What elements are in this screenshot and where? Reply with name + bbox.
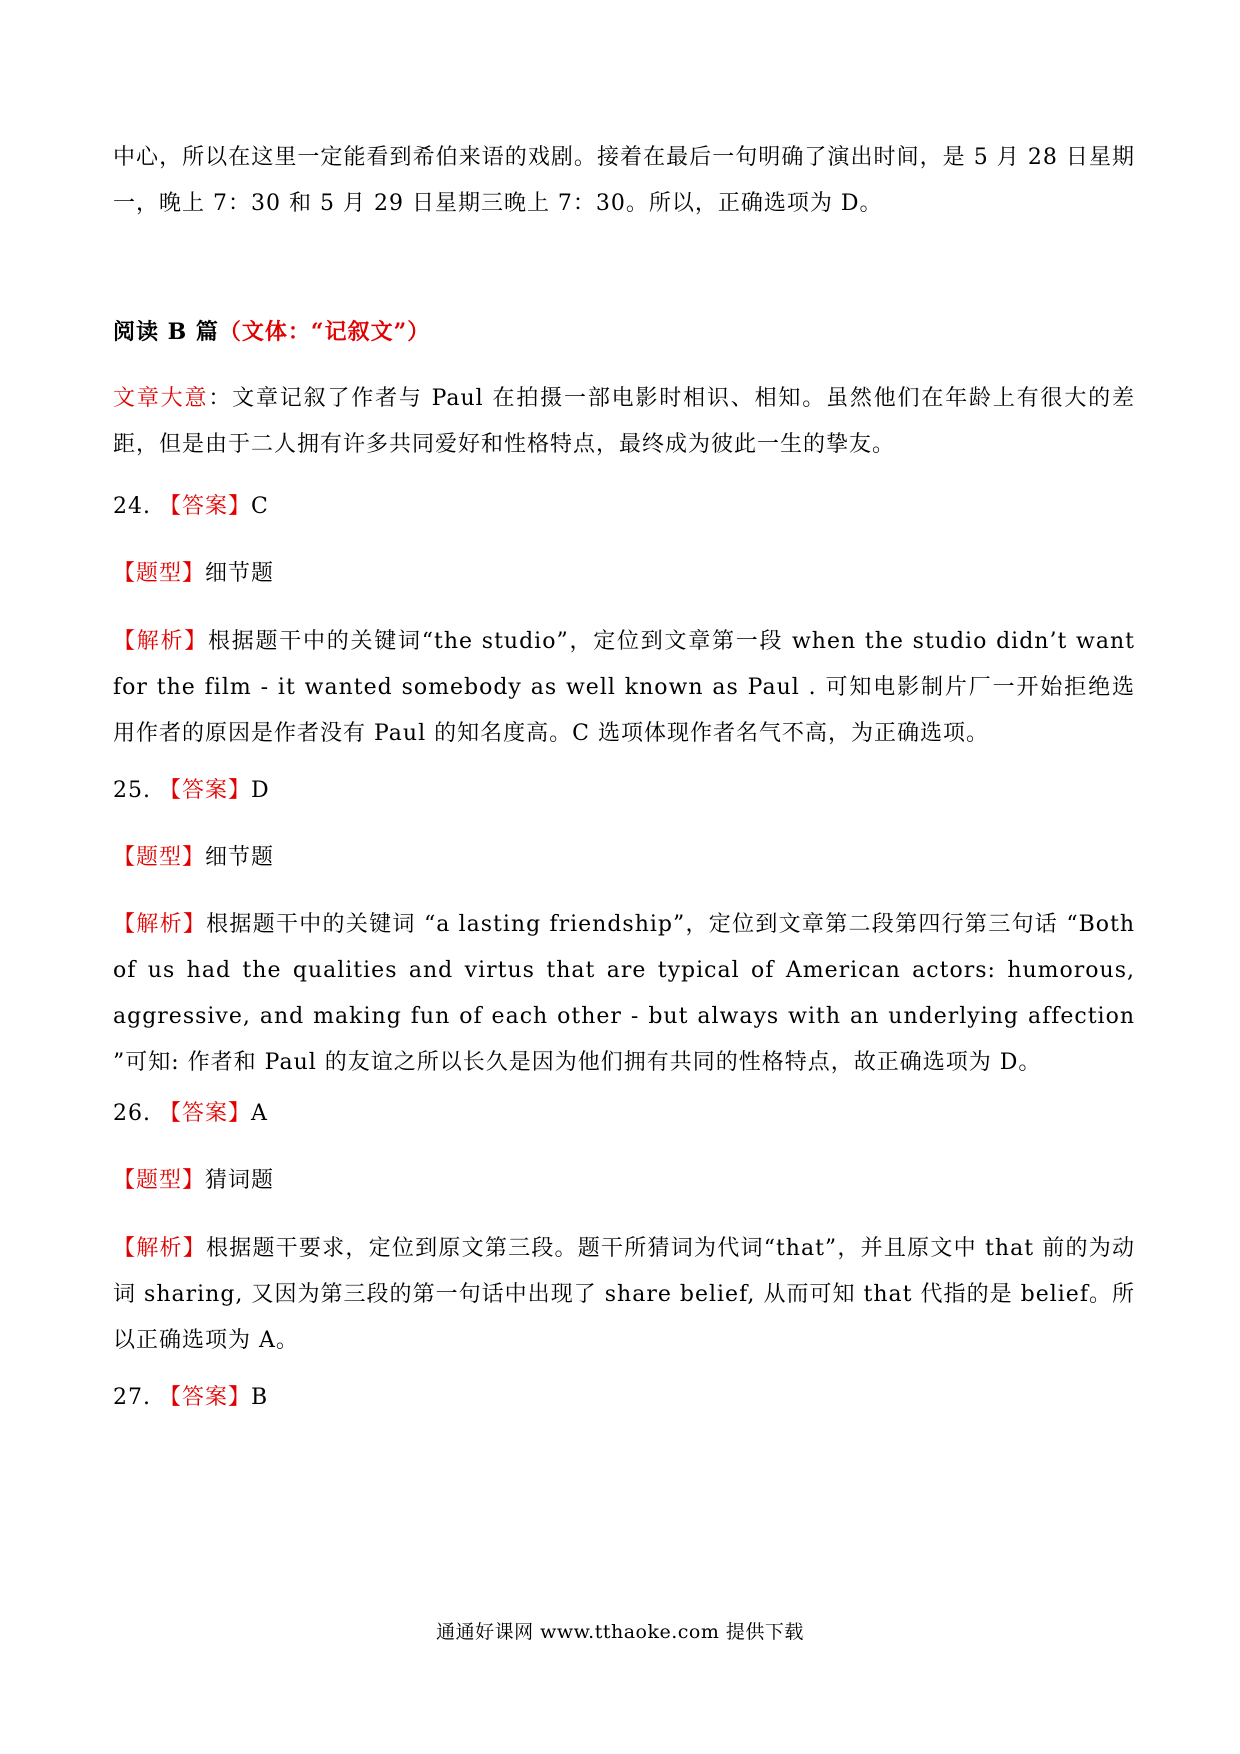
q24-answer-line	[113, 484, 269, 530]
section-heading	[113, 309, 430, 355]
q24-analysis-paragraph	[113, 619, 1135, 757]
q27-answer: B	[251, 1385, 269, 1410]
q25-analysis: 根据题干中的关键词 “a lasting friendship”，定位到文章第二段第四行第三句话 “Both of us had the qualities and virtus that are typical of American actors: humorous, aggressive, and making fun of each other - but always with an underlying affection ”可知: 作者和 Paul 的友谊之所以长久是因为他们拥有共同的性格特点，故正确选项为 D。	[113, 912, 1135, 1075]
q26-type-line	[113, 1158, 274, 1204]
answer-tag: 【答案】	[159, 1101, 252, 1126]
analysis-tag: 【解析】	[113, 629, 209, 654]
q27-answer-line	[113, 1375, 268, 1421]
q25-analysis-paragraph	[113, 902, 1135, 1086]
answer-tag: 【答案】	[159, 1385, 252, 1410]
section-title: 阅读 B 篇	[113, 319, 219, 345]
q25-type: 细节题	[205, 845, 275, 870]
summary-label: 文章大意	[113, 386, 209, 411]
analysis-tag: 【解析】	[113, 1236, 206, 1261]
q25-answer-line	[113, 768, 270, 814]
q25-type-line	[113, 835, 274, 881]
page-footer: 通通好课网 www.tthaoke.com 提供下载	[436, 1621, 804, 1643]
q26-type: 猜词题	[205, 1168, 275, 1193]
answer-tag: 【答案】	[159, 494, 252, 519]
q26-analysis: 根据题干要求，定位到原文第三段。题干所猜词为代词“that”，并且原文中 that 前的为动词 sharing, 又因为第三段的第一句话中出现了 share belief, 从而可知 that 代指的是 belief。所以正确选项为 A。	[113, 1236, 1135, 1353]
q26-answer: A	[251, 1101, 268, 1126]
q27-number: 27.	[113, 1385, 151, 1410]
q24-type-line	[113, 551, 274, 597]
type-tag: 【题型】	[113, 561, 206, 586]
type-tag: 【题型】	[113, 1168, 206, 1193]
answer-tag: 【答案】	[159, 778, 252, 803]
intro-paragraph: 中心，所以在这里一定能看到希伯来语的戏剧。接着在最后一句明确了演出时间，是 5 月 28 日星期一，晚上 7：30 和 5 月 29 日星期三晚上 7：30。所以，正确选项为 D。	[113, 145, 1135, 216]
analysis-tag: 【解析】	[113, 912, 207, 937]
q24-answer: C	[251, 494, 269, 519]
summary-paragraph	[113, 376, 1135, 468]
summary-text: ：文章记叙了作者与 Paul 在拍摄一部电影时相识、相知。虽然他们在年龄上有很大的差距，但是由于二人拥有许多共同爱好和性格特点，最终成为彼此一生的挚友。	[113, 386, 1135, 457]
q26-number: 26.	[113, 1101, 151, 1126]
q25-number: 25.	[113, 778, 151, 803]
q24-number: 24.	[113, 494, 151, 519]
section-genre: （文体：“记叙文”）	[218, 319, 431, 345]
q26-answer-line	[113, 1091, 268, 1137]
q24-analysis: 根据题干中的关键词“the studio”，定位到文章第一段 when the studio didn’t want for the film - it wanted somebody as well known as Paul . 可知电影制片厂一开始拒绝选用作者的原因是作者没有 Paul 的知名度高。C 选项体现作者名气不高，为正确选项。	[113, 629, 1135, 746]
q26-analysis-paragraph	[113, 1226, 1135, 1364]
type-tag: 【题型】	[113, 845, 206, 870]
q25-answer: D	[251, 778, 270, 803]
q24-type: 细节题	[205, 561, 275, 586]
